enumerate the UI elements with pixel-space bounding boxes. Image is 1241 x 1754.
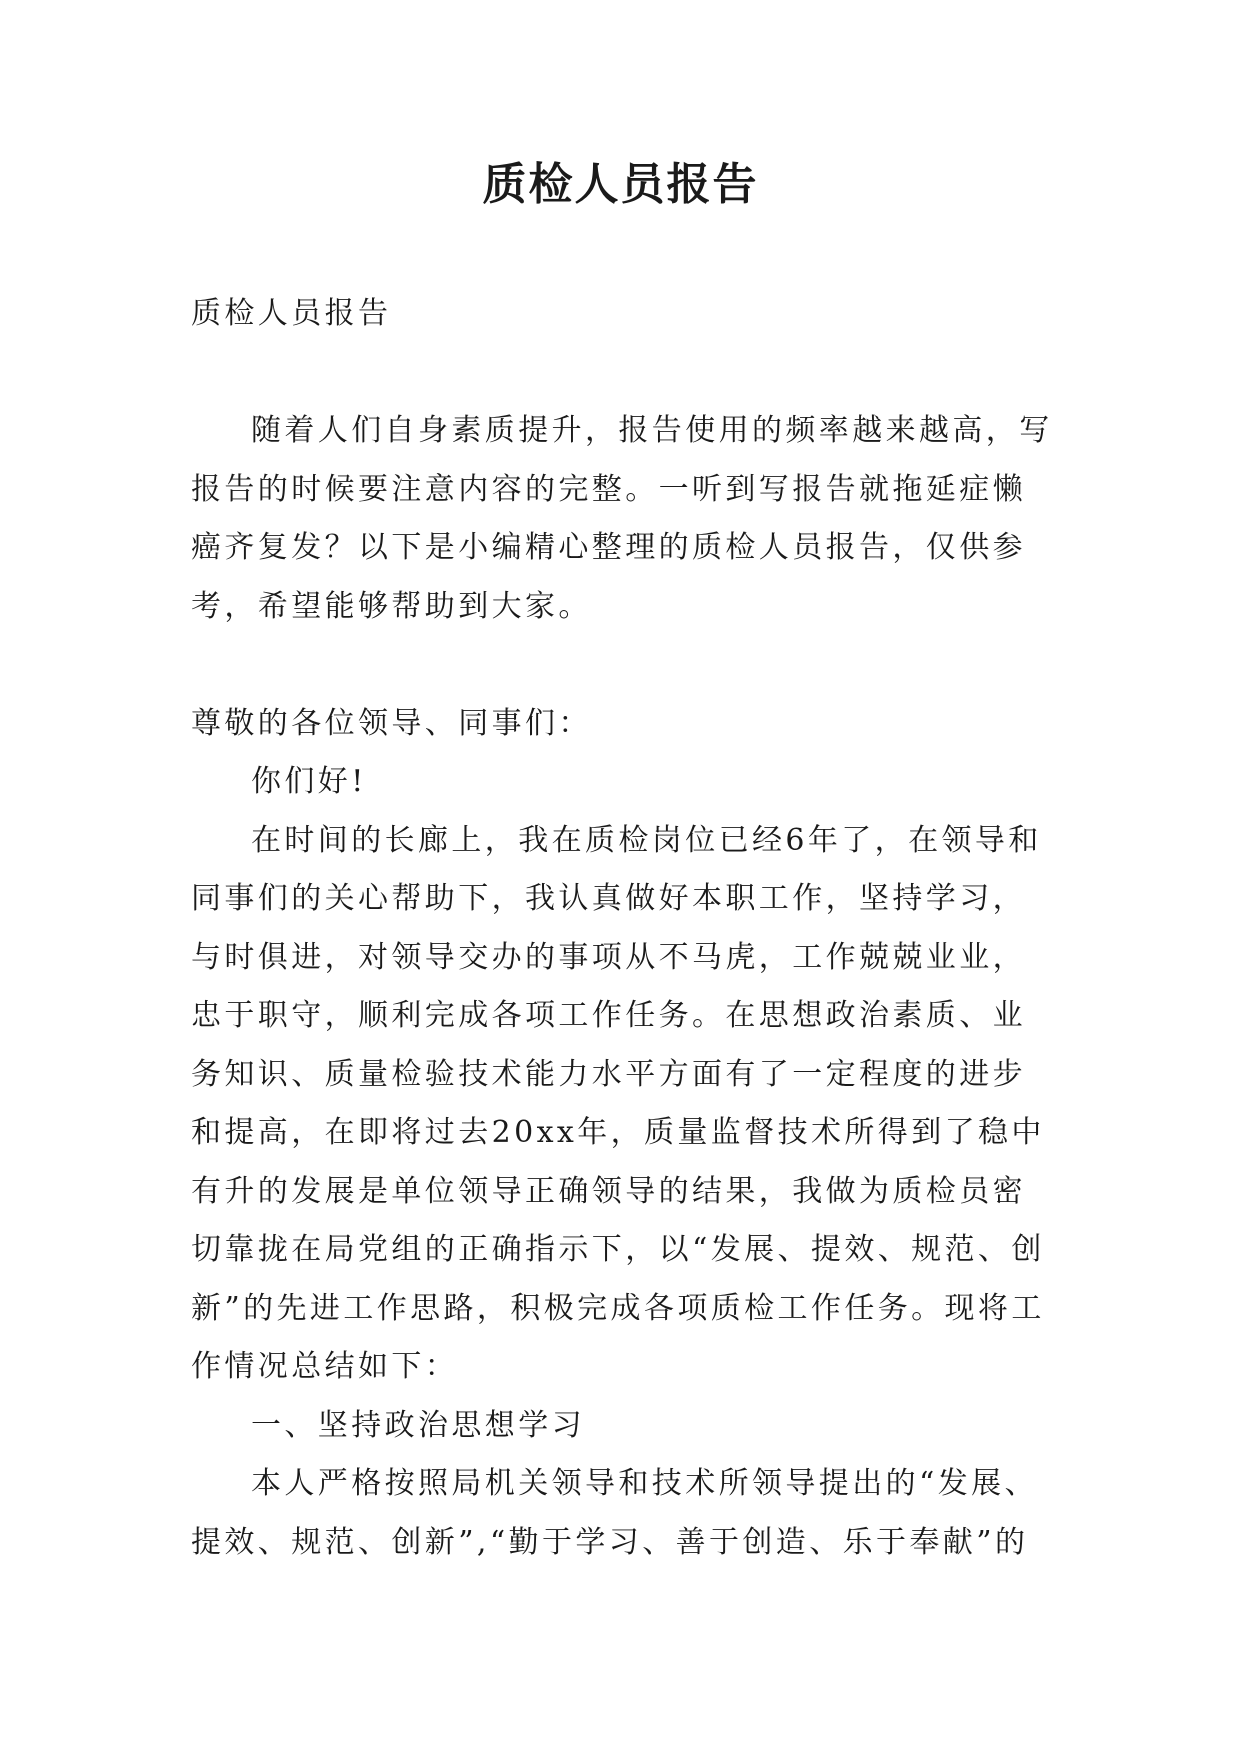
salutation: 尊敬的各位领导、同事们： bbox=[191, 705, 592, 741]
document-title: 质检人员报告 bbox=[482, 159, 759, 210]
document-body bbox=[191, 285, 1059, 1572]
intro-paragraph: 随着人们自身素质提升，报告使用的频率越来越高，写报告的时候要注意内容的完整。一听到写报告就拖延症懒癌齐复发？以下是小编精心整理的质检人员报告，仅供参考，希望能够帮助到大家。 bbox=[191, 413, 1053, 624]
section-heading-1: 一、坚持政治思想学习 bbox=[251, 1407, 585, 1443]
paragraph-1: 在时间的长廊上，我在质检岗位已经6年了，在领导和同事们的关心帮助下，我认真做好本职工作，坚持学习，与时俱进，对领导交办的事项从不马虎，工作兢兢业业，忠于职守，顺利完成各项工作任务。在思想政治素质、业务知识、质量检验技术能力水平方面有了一定程度的进步和提高，在即将过去20xx年，质量监督技术所得到了稳中有升的发展是单位领导正确领导的结果，我做为质检员密切靠拢在局党组的正确指示下，以“发展、提效、规范、创新”的先进工作思路，积极完成各项质检工作任务。现将工作情况总结如下： bbox=[191, 822, 1045, 1384]
paragraph-2: 本人严格按照局机关领导和技术所领导提出的“发展、提效、规范、创新”,“勤于学习、善于创造、乐于奉献”的 bbox=[191, 1466, 1038, 1560]
greeting: 你们好! bbox=[251, 764, 367, 799]
document-subtitle: 质检人员报告 bbox=[191, 296, 392, 331]
